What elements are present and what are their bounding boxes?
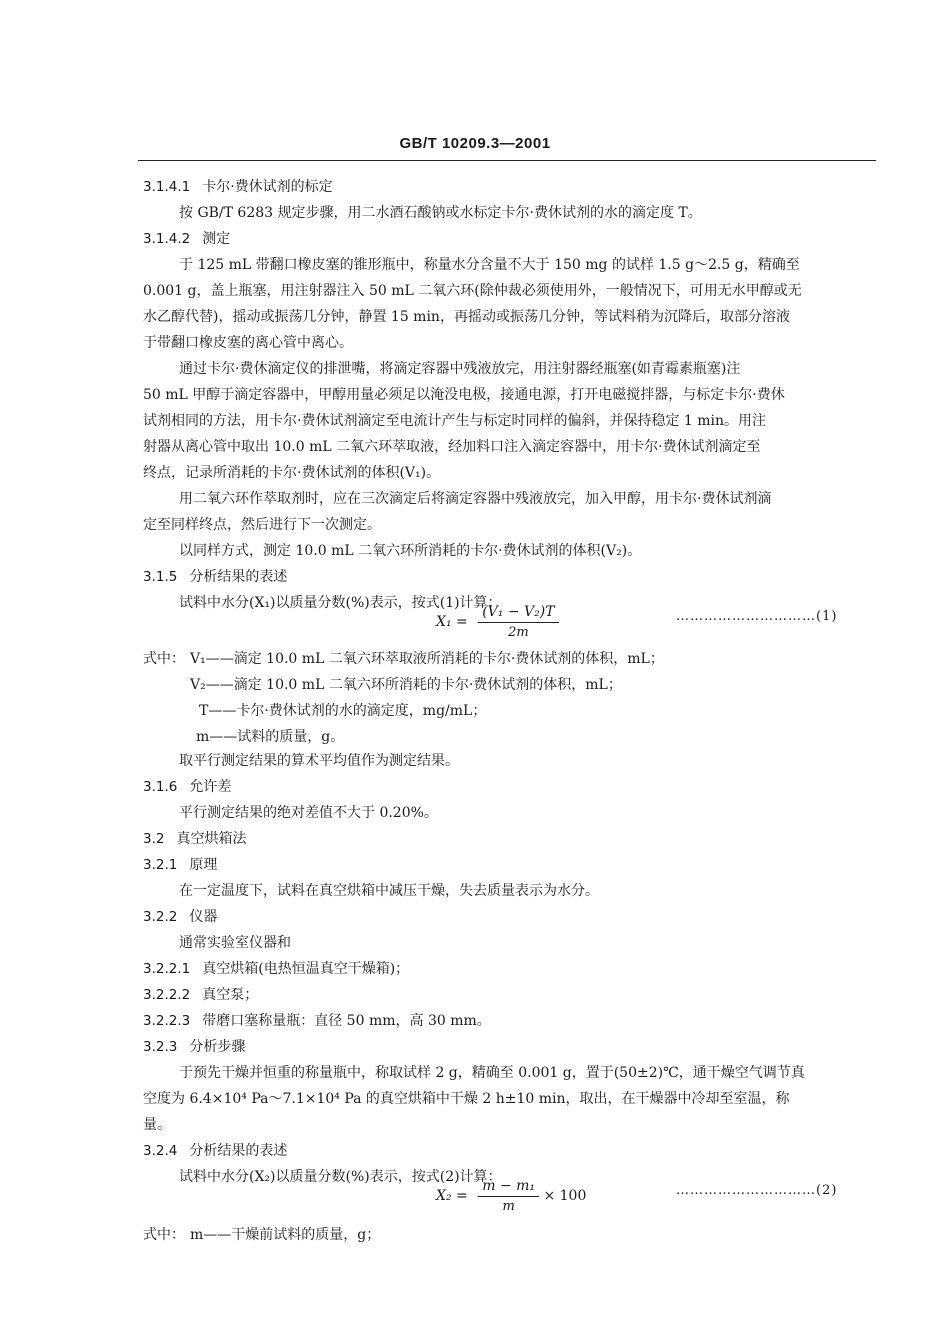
formula-lhs: X₁ = (436, 614, 468, 630)
section-title: 真空烘箱法 (176, 831, 247, 847)
equation-number: (1) (816, 609, 838, 624)
paragraph-line: 水乙醇代替)，摇动或振荡几分钟，静置 15 min，再摇动或振荡几分钟，等试料稍为沉降后，取部分溶液 (143, 309, 790, 325)
equation-number: (2) (816, 1183, 838, 1198)
heading-3-1-4-1 (143, 178, 333, 196)
heading-3-2-2 (143, 908, 217, 926)
section-number: 3.1.4.2 (143, 231, 191, 247)
formula-numerator: m − m₁ (478, 1178, 539, 1197)
section-number: 3.2.2.1 (143, 961, 191, 977)
section-title: 分析步骤 (189, 1039, 246, 1055)
section-title: 真空泵； (202, 987, 259, 1003)
heading-3-2 (143, 830, 246, 848)
definition-line: T——卡尔·费休试剂的水的滴定度，mg/mL； (199, 703, 487, 719)
paragraph-line: 0.001 g，盖上瓶塞，用注射器注入 50 mL 二氧六环(除仲裁必须使用外，一般情况下，可用无水甲醇或无 (143, 283, 802, 299)
where-prefix: 式中： (143, 1227, 185, 1243)
heading-3-1-4-2 (143, 230, 230, 248)
heading-3-1-5 (143, 568, 287, 586)
definition-line: m——试料的质量，g。 (196, 729, 345, 745)
heading-3-1-6 (143, 778, 231, 796)
section-number: 3.2.2.3 (143, 1013, 191, 1029)
section-title: 卡尔·费休试剂的标定 (202, 179, 333, 195)
definition-line: V₂——滴定 10.0 mL 二氧六环所消耗的卡尔·费休试剂的体积，mL； (190, 677, 622, 693)
heading-3-2-1 (143, 856, 217, 874)
paragraph-line: 射器从离心管中取出 10.0 mL 二氧六环萃取液，经加料口注入滴定容器中，用卡尔·费休试剂滴定至 (143, 439, 761, 455)
paragraph-line: 量。 (143, 1117, 171, 1133)
section-title: 分析结果的表述 (189, 569, 288, 585)
heading-3-2-2-3 (143, 1012, 491, 1030)
paragraph-line: 50 mL 甲醇于滴定容器中，甲醇用量必须足以淹没电极，接通电源，打开电磁搅拌器，与标定卡尔·费休 (143, 387, 785, 403)
formula-1-number (676, 609, 837, 624)
formula-2-number (676, 1183, 837, 1198)
standard-code: GB/T 10209.3—2001 (399, 135, 551, 152)
paragraph-line: 于 125 mL 带翻口橡皮塞的锥形瓶中，称量水分含量不大于 150 mg 的试样 1.5 g～2.5 g，精确至 (179, 257, 800, 273)
section-number: 3.2.2.2 (143, 987, 191, 1003)
paragraph: 以同样方式，测定 10.0 mL 二氧六环所消耗的卡尔·费休试剂的体积(V₂)。 (179, 543, 642, 559)
section-title: 带磨口塞称量瓶：直径 50 mm，高 30 mm。 (202, 1013, 491, 1029)
leader-dots: ………………………… (676, 1183, 816, 1198)
paragraph: 平行测定结果的绝对差值不大于 0.20%。 (179, 805, 438, 821)
header-rule (138, 160, 876, 161)
heading-3-2-3 (143, 1038, 245, 1056)
formula-1 (436, 604, 559, 640)
section-number: 3.2.3 (143, 1039, 178, 1055)
section-number: 3.2.1 (143, 857, 178, 873)
paragraph: 通常实验室仪器和 (179, 935, 291, 951)
leader-dots: ………………………… (676, 609, 816, 624)
paragraph-line: 于带翻口橡皮塞的离心管中离心。 (143, 335, 353, 351)
paragraph-line: 试剂相同的方法，用卡尔·费休试剂滴定至电流计产生与标定时同样的偏斜，并保持稳定 1 min。用注 (143, 413, 767, 429)
formula-denominator: m (502, 1199, 515, 1214)
formula-rhs: × 100 (543, 1188, 587, 1204)
paragraph-line: 空度为 6.4×10⁴ Pa～7.1×10⁴ Pa 的真空烘箱中干燥 2 h±10 min，取出，在干燥器中冷却至室温，称 (143, 1091, 790, 1107)
section-number: 3.1.5 (143, 569, 178, 585)
section-title: 真空烘箱(电热恒温真空干燥箱)； (202, 961, 410, 977)
paragraph-line: 终点，记录所消耗的卡尔·费休试剂的体积(V₁)。 (143, 465, 441, 481)
section-number: 3.1.4.1 (143, 179, 191, 195)
definition-line: V₁——滴定 10.0 mL 二氧六环萃取液所消耗的卡尔·费休试剂的体积，mL； (190, 651, 664, 667)
section-title: 仪器 (189, 909, 218, 925)
section-title: 分析结果的表述 (189, 1143, 288, 1159)
heading-3-2-2-2 (143, 986, 258, 1004)
paragraph: 按 GB/T 6283 规定步骤，用二水酒石酸钠或水标定卡尔·费休试剂的水的滴定度 T。 (179, 205, 702, 221)
paragraph: 试料中水分(X₁)以质量分数(%)表示，按式(1)计算： (179, 595, 502, 611)
section-title: 测定 (202, 231, 231, 247)
heading-3-2-2-1 (143, 960, 409, 978)
formula-numerator: (V₁ − V₂)T (478, 604, 558, 623)
paragraph: 试料中水分(X₂)以质量分数(%)表示，按式(2)计算： (179, 1169, 502, 1185)
definition-line: m——干燥前试料的质量，g； (190, 1227, 381, 1243)
paragraph: 在一定温度下，试料在真空烘箱中减压干燥，失去质量表示为水分。 (179, 883, 599, 899)
section-title: 原理 (189, 857, 218, 873)
where-prefix: 式中： (143, 651, 185, 667)
paragraph: 取平行测定结果的算术平均值作为测定结果。 (179, 753, 459, 769)
paragraph-line: 通过卡尔·费休滴定仪的排泄嘴，将滴定容器中残液放完，用注射器经瓶塞(如青霉素瓶塞)注 (179, 361, 741, 377)
paragraph-line: 定至同样终点，然后进行下一次测定。 (143, 517, 381, 533)
formula-fraction (478, 1178, 539, 1214)
section-number: 3.2.4 (143, 1143, 178, 1159)
formula-fraction (478, 604, 558, 640)
paragraph-line: 于预先干燥并恒重的称量瓶中，称取试样 2 g，精确至 0.001 g，置于(50±2)℃，通干燥空气调节真 (179, 1065, 805, 1081)
heading-3-2-4 (143, 1142, 287, 1160)
formula-lhs: X₂ = (436, 1188, 468, 1204)
section-number: 3.1.6 (143, 779, 178, 795)
paragraph-line: 用二氧六环作萃取剂时，应在三次滴定后将滴定容器中残液放完，加入甲醇，用卡尔·费休试剂滴 (179, 491, 772, 507)
formula-denominator: 2m (508, 625, 529, 640)
section-number: 3.2.2 (143, 909, 178, 925)
formula-2 (436, 1178, 586, 1214)
section-number: 3.2 (143, 831, 165, 847)
section-title: 允许差 (189, 779, 232, 795)
